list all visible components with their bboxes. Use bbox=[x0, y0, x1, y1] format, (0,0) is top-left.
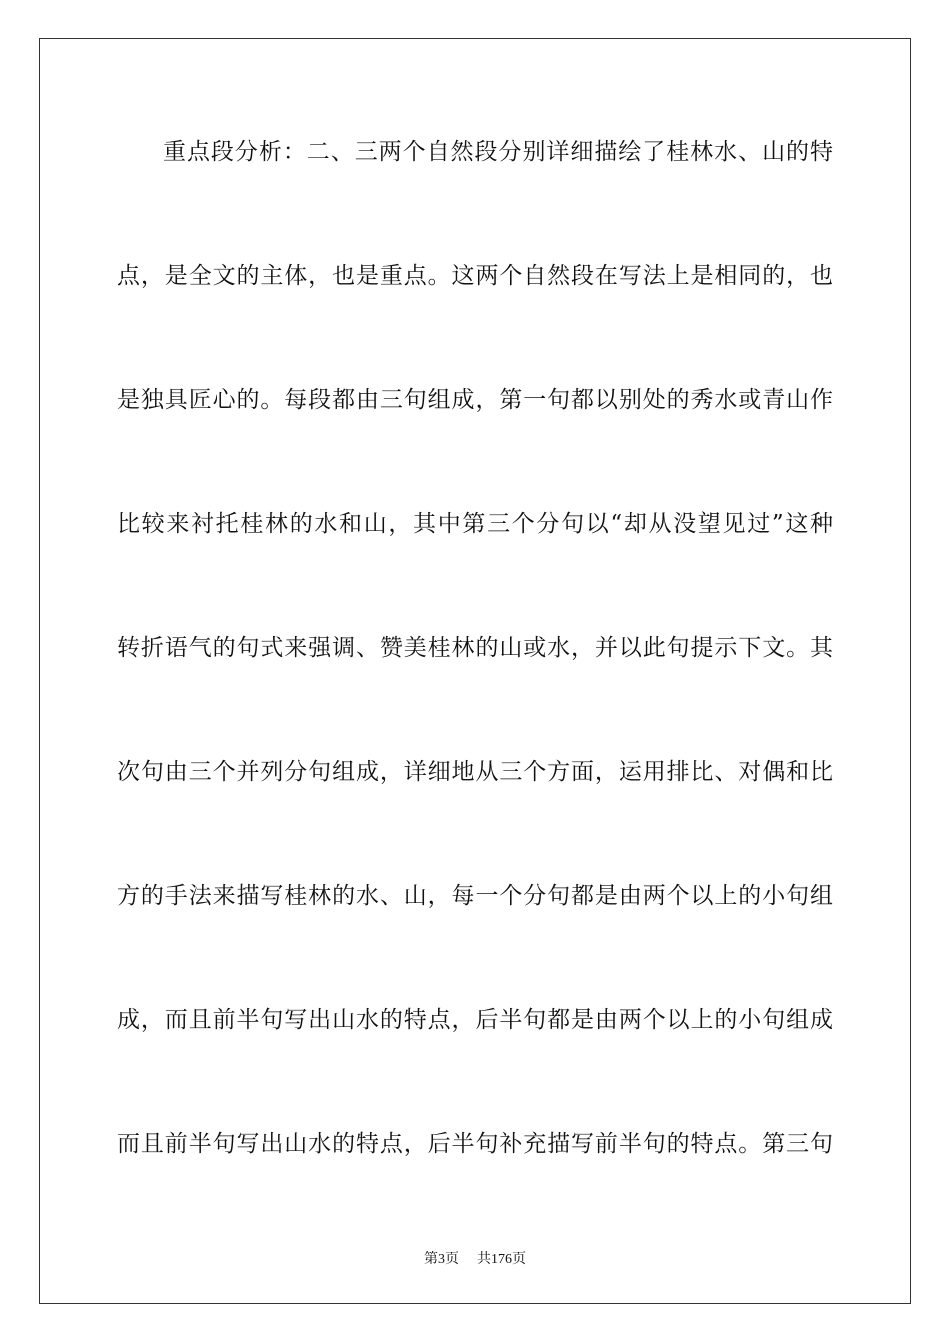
page-total: 共176页 bbox=[477, 1252, 526, 1267]
paragraph-line: 方的手法来描写桂林的水、山，每一个分句都是由两个以上的小句组 bbox=[117, 883, 833, 909]
page-footer bbox=[0, 1248, 950, 1268]
paragraph-line: 比较来衬托桂林的水和山，其中第三个分句以“却从没望见过”这种 bbox=[117, 511, 833, 537]
paragraph-line: 而且前半句写出山水的特点，后半句补充描写前半句的特点。第三句 bbox=[117, 1131, 833, 1157]
paragraph-line: 是独具匠心的。每段都由三句组成，第一句都以别处的秀水或青山作 bbox=[117, 387, 833, 413]
page-border bbox=[39, 38, 911, 1304]
paragraph-line: 成，而且前半句写出山水的特点，后半句都是由两个以上的小句组成 bbox=[117, 1007, 833, 1033]
paragraph-line: 次句由三个并列分句组成，详细地从三个方面，运用排比、对偶和比 bbox=[117, 759, 833, 785]
paragraph-line: 点，是全文的主体，也是重点。这两个自然段在写法上是相同的，也 bbox=[117, 263, 833, 289]
paragraph-line: 重点段分析：二、三两个自然段分别详细描绘了桂林水、山的特 bbox=[163, 139, 833, 165]
paragraph-line: 转折语气的句式来强调、赞美桂林的山或水，并以此句提示下文。其 bbox=[117, 635, 833, 661]
page-number: 第3页 bbox=[424, 1252, 459, 1267]
